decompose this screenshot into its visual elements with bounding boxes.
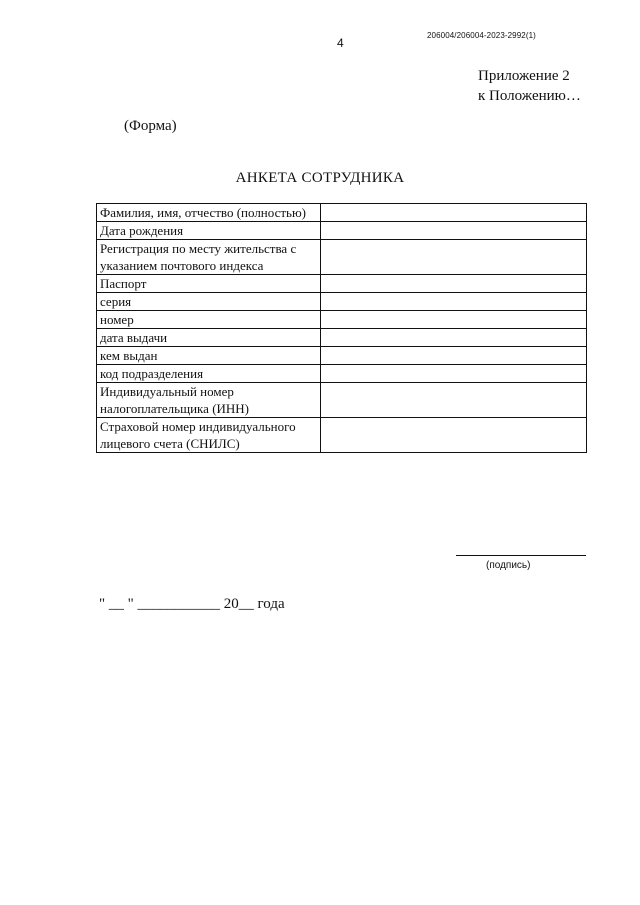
appendix-note <box>478 66 581 106</box>
row-value-full-name[interactable] <box>321 204 587 222</box>
row-label-inn: Индивидуальный номер налогоплательщика (ИНН) <box>97 383 321 418</box>
row-label-issue-date: дата выдачи <box>97 329 321 347</box>
row-value-inn[interactable] <box>321 383 587 418</box>
table-row <box>97 275 587 293</box>
table-row <box>97 329 587 347</box>
date-line[interactable]: " __ " ___________ 20__ года <box>99 596 285 612</box>
table-row <box>97 204 587 222</box>
appendix-line-2: к Положению… <box>478 88 581 104</box>
row-value-registration[interactable] <box>321 240 587 275</box>
row-value-issued-by[interactable] <box>321 347 587 365</box>
form-title: АНКЕТА СОТРУДНИКА <box>235 170 405 186</box>
page-number: 4 <box>337 36 344 50</box>
row-label-issued-by: кем выдан <box>97 347 321 365</box>
table-row <box>97 347 587 365</box>
row-value-passport[interactable] <box>321 275 587 293</box>
row-label-birth-date: Дата рождения <box>97 222 321 240</box>
row-label-number: номер <box>97 311 321 329</box>
table-row <box>97 311 587 329</box>
row-label-series: серия <box>97 293 321 311</box>
questionnaire-table <box>96 203 587 453</box>
table-row <box>97 240 587 275</box>
row-value-division-code[interactable] <box>321 365 587 383</box>
row-label-passport: Паспорт <box>97 275 321 293</box>
row-label-registration: Регистрация по месту жительства с указанием почтового индекса <box>97 240 321 275</box>
table-row <box>97 418 587 453</box>
row-label-full-name: Фамилия, имя, отчество (полностью) <box>97 204 321 222</box>
row-label-division-code: код подразделения <box>97 365 321 383</box>
signature-line[interactable] <box>456 555 586 556</box>
signature-caption: (подпись) <box>486 560 531 571</box>
table-row <box>97 293 587 311</box>
row-label-snils: Страховой номер индивидуального лицевого счета (СНИЛС) <box>97 418 321 453</box>
row-value-snils[interactable] <box>321 418 587 453</box>
appendix-line-1: Приложение 2 <box>478 68 570 84</box>
table-row <box>97 365 587 383</box>
document-id: 206004/206004-2023-2992(1) <box>427 31 536 40</box>
row-value-number[interactable] <box>321 311 587 329</box>
row-value-issue-date[interactable] <box>321 329 587 347</box>
table-row <box>97 222 587 240</box>
table-row <box>97 383 587 418</box>
form-label: (Форма) <box>124 118 177 134</box>
row-value-series[interactable] <box>321 293 587 311</box>
row-value-birth-date[interactable] <box>321 222 587 240</box>
